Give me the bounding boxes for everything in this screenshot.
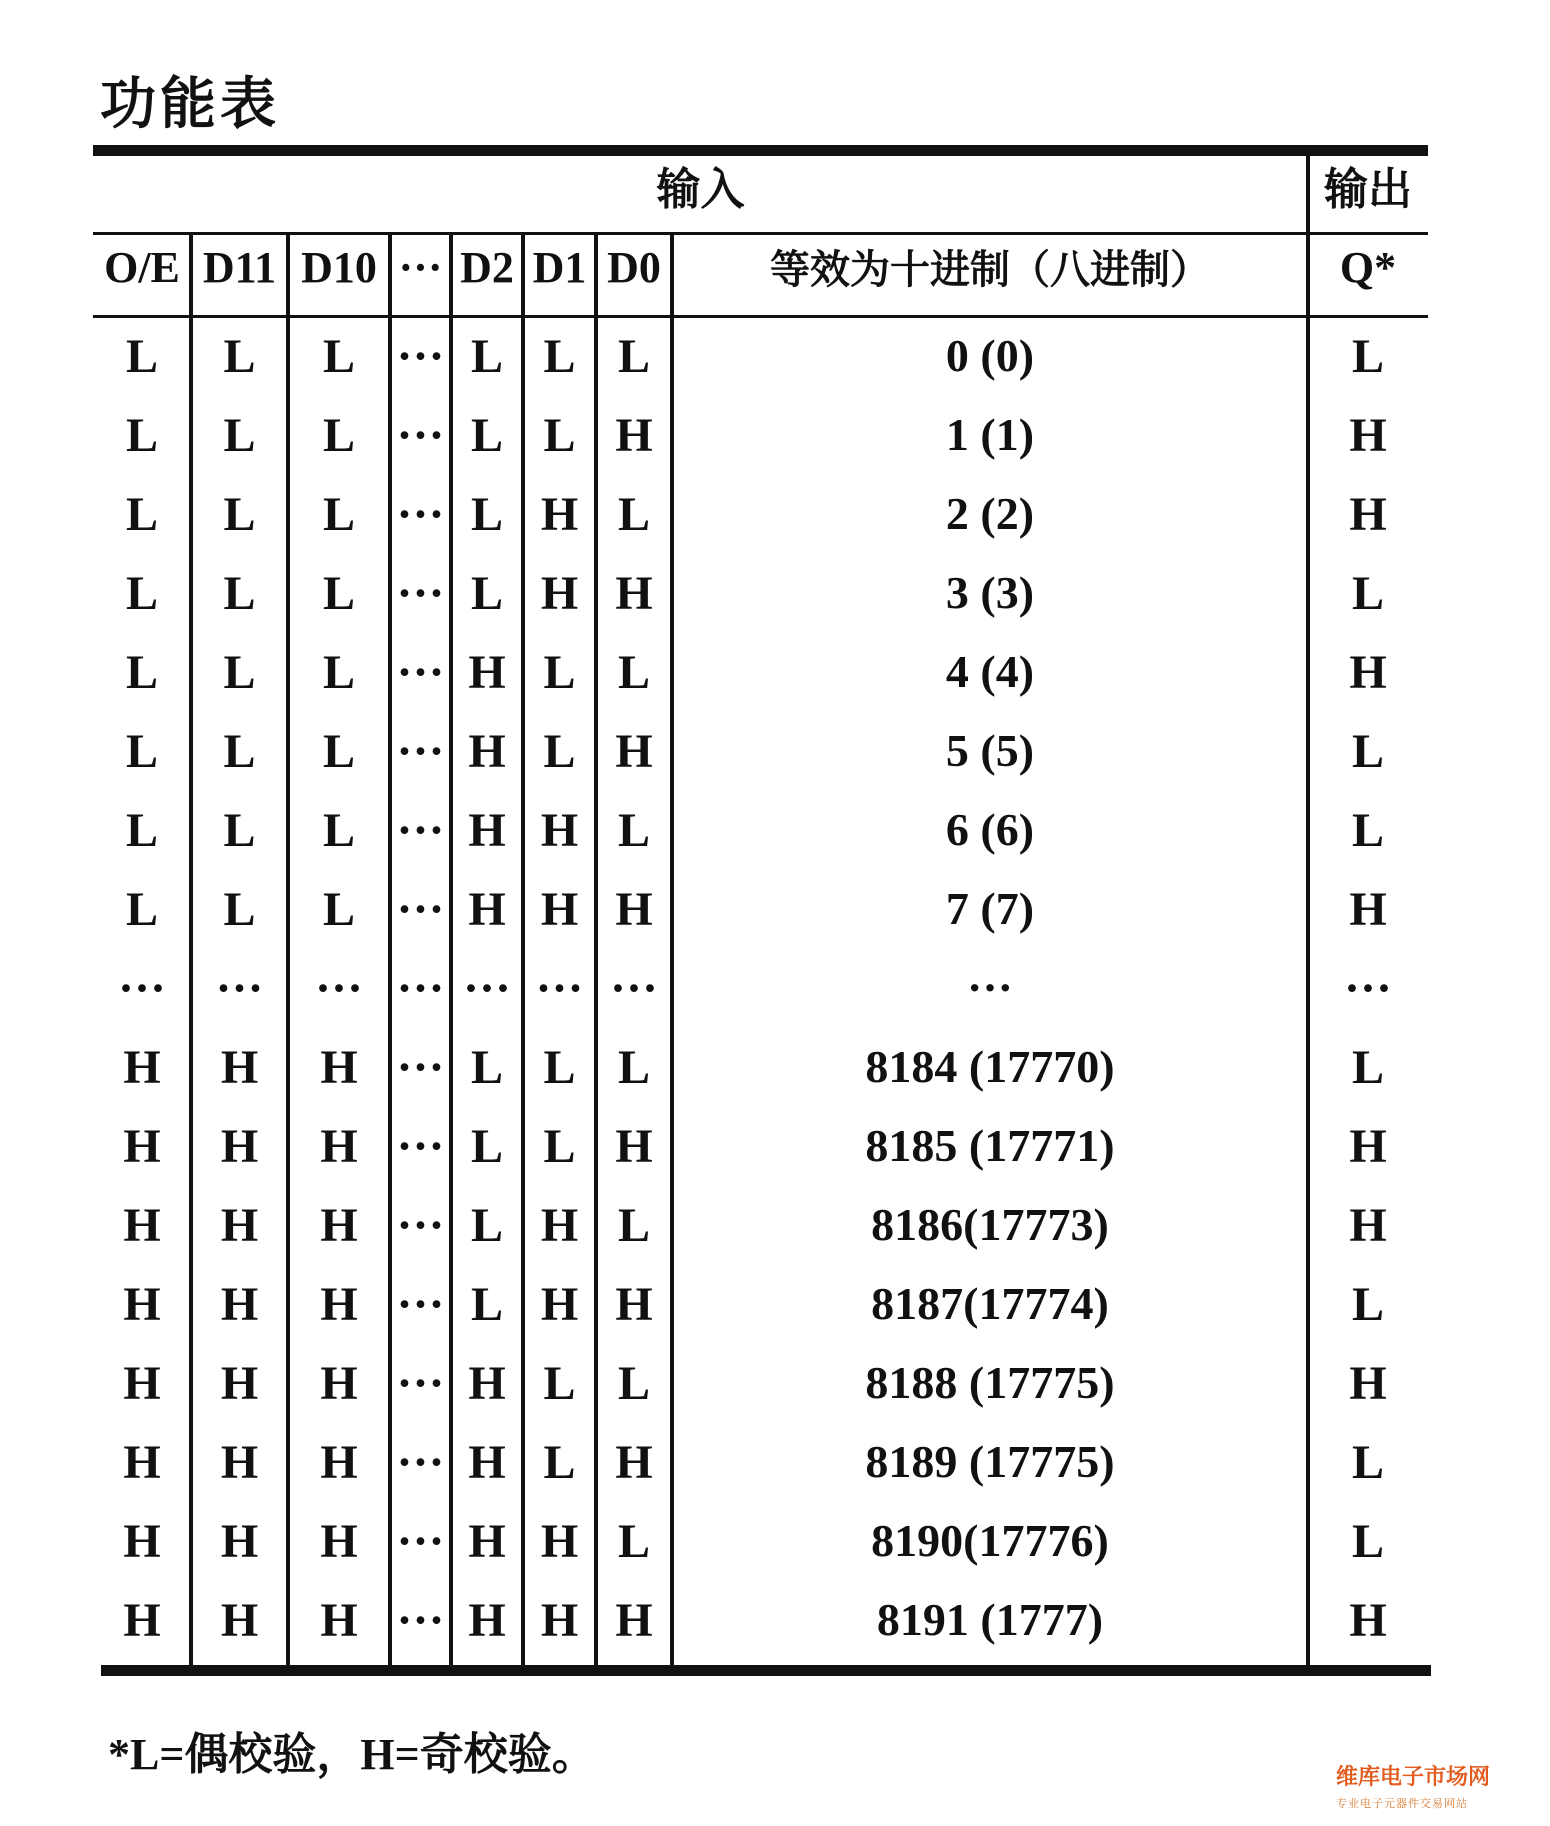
table-cell: L bbox=[470, 1278, 503, 1331]
table-cell: L bbox=[543, 330, 576, 383]
table-cell: 8186(17773) bbox=[871, 1199, 1109, 1250]
table-cell: L bbox=[322, 567, 355, 620]
table-cell: L bbox=[543, 1041, 576, 1094]
table-cell: H bbox=[220, 1120, 259, 1173]
table-cell: H bbox=[540, 1515, 579, 1568]
table-cell: H bbox=[468, 1436, 506, 1489]
table-cell: L bbox=[125, 330, 158, 383]
table-cell: 8191 (1777) bbox=[876, 1594, 1104, 1645]
table-cell: ··· bbox=[396, 1199, 445, 1252]
table-cell: H bbox=[1349, 883, 1387, 936]
table-cell: L bbox=[1351, 1041, 1384, 1094]
table-cell: ··· bbox=[396, 962, 445, 1015]
table-cell: H bbox=[123, 1278, 161, 1331]
table-cell: 8185 (17771) bbox=[865, 1120, 1115, 1171]
table-cell: H bbox=[615, 1120, 653, 1173]
table-cell: H bbox=[468, 1515, 506, 1568]
table-cell: ··· bbox=[609, 962, 659, 1015]
table-cell: L bbox=[1351, 1515, 1384, 1568]
table-cell: H bbox=[468, 646, 506, 699]
table-cell: ··· bbox=[396, 725, 445, 778]
table-cell: H bbox=[220, 1515, 259, 1568]
column-header: 等效为十进制（八进制） bbox=[770, 247, 1210, 293]
table-cell: H bbox=[1349, 1120, 1387, 1173]
table-cell: ··· bbox=[396, 409, 445, 462]
table-cell: L bbox=[470, 1041, 503, 1094]
table-cell: L bbox=[617, 1041, 650, 1094]
column-header: O/E bbox=[104, 243, 180, 292]
table-cell: L bbox=[543, 725, 576, 778]
table-cell: H bbox=[220, 1041, 259, 1094]
page-title: 功能表 bbox=[100, 72, 280, 137]
table-cell: H bbox=[123, 1594, 161, 1647]
table-cell: L bbox=[470, 330, 503, 383]
table-cell: ··· bbox=[535, 962, 584, 1015]
input-group-header: 输入 bbox=[656, 164, 745, 215]
table-cell: H bbox=[468, 1594, 506, 1647]
table-cell: 7 (7) bbox=[945, 883, 1035, 934]
table-cell: L bbox=[617, 488, 650, 541]
table-cell: L bbox=[470, 488, 503, 541]
table-cell: 5 (5) bbox=[945, 725, 1035, 776]
table-cell: H bbox=[615, 567, 653, 620]
group-header-rule bbox=[93, 232, 1428, 235]
table-cell: L bbox=[125, 488, 158, 541]
table-cell: ··· bbox=[396, 883, 445, 936]
table-cell: ··· bbox=[314, 962, 364, 1015]
table-cell: H bbox=[220, 1594, 259, 1647]
table-cell: L bbox=[470, 409, 503, 462]
table-cell: 1 (1) bbox=[945, 409, 1035, 460]
table-cell: ··· bbox=[396, 1357, 445, 1410]
table-cell: H bbox=[615, 1436, 653, 1489]
table-cell: L bbox=[1351, 567, 1384, 620]
table-cell: ··· bbox=[396, 1278, 445, 1331]
table-cell: ··· bbox=[396, 567, 445, 620]
column-header-rule bbox=[93, 315, 1428, 318]
table-cell: L bbox=[223, 409, 256, 462]
table-cell: H bbox=[220, 1278, 259, 1331]
table-cell: H bbox=[468, 1357, 506, 1410]
column-header: D2 bbox=[460, 243, 514, 292]
table-cell: ··· bbox=[396, 804, 445, 857]
output-column-header: Q* bbox=[1339, 243, 1397, 292]
table-cell: L bbox=[223, 883, 256, 936]
table-cell: L bbox=[1351, 330, 1384, 383]
table-cell: H bbox=[320, 1278, 358, 1331]
table-cell: L bbox=[223, 567, 256, 620]
table-cell: L bbox=[617, 646, 650, 699]
table-cell: L bbox=[322, 330, 355, 383]
table-cell: L bbox=[543, 1357, 576, 1410]
table-cell: 0 (0) bbox=[945, 330, 1035, 381]
table-cell: L bbox=[617, 330, 650, 383]
table-cell: L bbox=[322, 883, 355, 936]
table-cell: ··· bbox=[396, 646, 445, 699]
table-cell: H bbox=[615, 725, 653, 778]
table-cell: L bbox=[543, 1436, 576, 1489]
table-cell: H bbox=[540, 1278, 579, 1331]
table-cell: H bbox=[615, 883, 653, 936]
table-cell: H bbox=[123, 1436, 161, 1489]
table-cell: H bbox=[320, 1594, 358, 1647]
table-cell: L bbox=[125, 883, 158, 936]
table-cell: H bbox=[1349, 1594, 1387, 1647]
column-header: D0 bbox=[607, 243, 661, 292]
watermark-logo bbox=[1336, 1760, 1536, 1820]
table-cell: L bbox=[322, 409, 355, 462]
table-cell: L bbox=[223, 646, 256, 699]
table-cell: L bbox=[223, 804, 256, 857]
table-cell: 8190(17776) bbox=[871, 1515, 1109, 1566]
table-cell: H bbox=[123, 1357, 161, 1410]
table-cell: H bbox=[540, 488, 579, 541]
table-cell: L bbox=[223, 488, 256, 541]
table-cell: H bbox=[220, 1199, 259, 1252]
table-cell: 4 (4) bbox=[945, 646, 1035, 697]
table-cell: 2 (2) bbox=[945, 488, 1035, 539]
table-cell: H bbox=[615, 1594, 653, 1647]
table-cell: ··· bbox=[396, 330, 445, 383]
watermark-tagline: 专业电子元器件交易网站 bbox=[1336, 1797, 1468, 1810]
table-cell: H bbox=[123, 1199, 161, 1252]
table-cell: L bbox=[543, 409, 576, 462]
table-cell: L bbox=[1351, 1278, 1384, 1331]
table-cell: ··· bbox=[1343, 962, 1393, 1015]
footnote: *L=偶校验，H=奇校验。 bbox=[108, 1730, 596, 1779]
table-cell: 8187(17774) bbox=[871, 1278, 1109, 1329]
table-cell: L bbox=[125, 567, 158, 620]
table-cell: H bbox=[320, 1515, 358, 1568]
table-cell: 8188 (17775) bbox=[865, 1357, 1115, 1408]
table-cell: L bbox=[223, 725, 256, 778]
table-cell: L bbox=[543, 1120, 576, 1173]
table-cell: L bbox=[322, 804, 355, 857]
table-cell: L bbox=[1351, 1436, 1384, 1489]
table-cell: ··· bbox=[117, 962, 167, 1015]
table-cell: 3 (3) bbox=[945, 567, 1035, 618]
table-cell: L bbox=[125, 646, 158, 699]
table-cell: ··· bbox=[396, 1120, 445, 1173]
table-cell: H bbox=[468, 804, 506, 857]
table-bottom-rule bbox=[101, 1665, 1431, 1676]
table-top-rule bbox=[93, 145, 1428, 156]
table-cell: L bbox=[1351, 804, 1384, 857]
table-cell: H bbox=[123, 1120, 161, 1173]
table-cell: H bbox=[615, 409, 653, 462]
table-cell: L bbox=[470, 1120, 503, 1173]
table-cell: H bbox=[540, 567, 579, 620]
table-cell: L bbox=[1351, 725, 1384, 778]
table-cell: H bbox=[320, 1436, 358, 1489]
table-cell: H bbox=[220, 1357, 259, 1410]
column-header: D11 bbox=[202, 243, 277, 292]
table-cell: H bbox=[320, 1199, 358, 1252]
table-cell: ··· bbox=[966, 962, 1014, 1013]
table-cell: ··· bbox=[215, 962, 264, 1015]
table-cell: L bbox=[322, 488, 355, 541]
table-cell: L bbox=[223, 330, 256, 383]
table-cell: H bbox=[540, 1199, 579, 1252]
table-cell: H bbox=[1349, 409, 1387, 462]
table-cell: L bbox=[125, 409, 158, 462]
table-cell: H bbox=[540, 883, 579, 936]
table-cell: ··· bbox=[462, 962, 512, 1015]
table-cell: 8184 (17770) bbox=[865, 1041, 1115, 1092]
table-cell: H bbox=[1349, 646, 1387, 699]
table-cell: H bbox=[468, 725, 506, 778]
table-cell: H bbox=[220, 1436, 259, 1489]
table-cell: L bbox=[617, 1357, 650, 1410]
table-cell: H bbox=[468, 883, 506, 936]
table-cell: L bbox=[322, 725, 355, 778]
column-header: D10 bbox=[301, 243, 377, 292]
table-cell: H bbox=[320, 1120, 358, 1173]
table-cell: ··· bbox=[396, 488, 445, 541]
table-cell: H bbox=[320, 1041, 358, 1094]
output-group-header: 输出 bbox=[1324, 164, 1412, 215]
table-cell: L bbox=[543, 646, 576, 699]
table-cell: ··· bbox=[396, 1041, 445, 1094]
column-header: ··· bbox=[398, 243, 443, 292]
table-cell: ··· bbox=[396, 1515, 445, 1568]
table-cell: H bbox=[1349, 1199, 1387, 1252]
table-cell: H bbox=[320, 1357, 358, 1410]
table-cell: 8189 (17775) bbox=[865, 1436, 1115, 1487]
table-cell: 6 (6) bbox=[945, 804, 1035, 855]
watermark-brand: 维库电子市场网 bbox=[1336, 1765, 1491, 1790]
table-cell: H bbox=[615, 1278, 653, 1331]
table-cell: L bbox=[125, 804, 158, 857]
table-cell: H bbox=[123, 1515, 161, 1568]
table-cell: L bbox=[470, 1199, 503, 1252]
table-cell: H bbox=[540, 804, 579, 857]
table-cell: ··· bbox=[396, 1594, 445, 1647]
column-header: D1 bbox=[532, 243, 587, 292]
table-cell: L bbox=[470, 567, 503, 620]
table-cell: H bbox=[1349, 1357, 1387, 1410]
table-cell: ··· bbox=[396, 1436, 445, 1489]
table-cell: H bbox=[540, 1594, 579, 1647]
table-cell: L bbox=[617, 804, 650, 857]
table-cell: H bbox=[123, 1041, 161, 1094]
table-cell: L bbox=[322, 646, 355, 699]
table-cell: L bbox=[617, 1515, 650, 1568]
table-cell: L bbox=[125, 725, 158, 778]
table-cell: H bbox=[1349, 488, 1387, 541]
table-cell: L bbox=[617, 1199, 650, 1252]
